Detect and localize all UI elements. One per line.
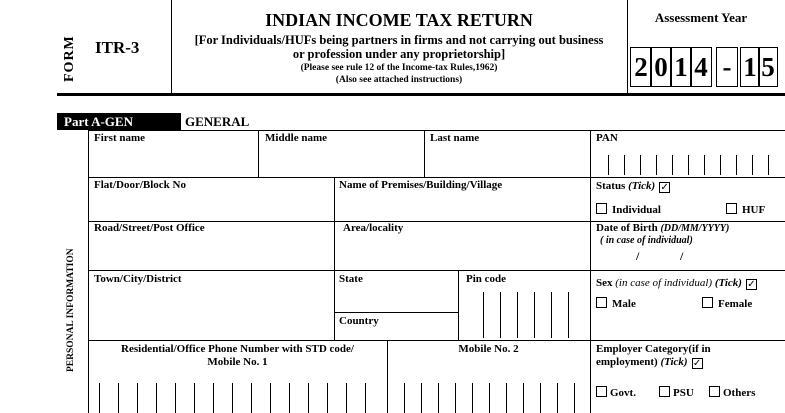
form-title: INDIAN INCOME TAX RETURN	[265, 10, 533, 30]
status-tick-note: (Tick)	[628, 180, 656, 192]
road-label: Road/Street/Post Office	[94, 222, 205, 234]
form-code: ITR-3	[95, 38, 140, 57]
part-title: GENERAL	[185, 114, 250, 129]
grid-line	[88, 177, 785, 178]
status-text: Status	[596, 180, 626, 192]
grid-line	[88, 130, 89, 413]
employer-label-1: Employer Category(if in	[596, 343, 711, 355]
form-subtitle-1: [For Individuals/HUFs being partners in firms and not carrying out business	[194, 33, 604, 47]
sex-tick-note: (Tick)	[714, 277, 742, 289]
govt-checkbox[interactable]	[596, 386, 607, 397]
flat-label: Flat/Door/Block No	[94, 179, 186, 191]
dob-note: ( in case of individual)	[600, 235, 693, 246]
sex-label	[596, 277, 757, 290]
individual-option[interactable]	[596, 203, 661, 216]
sex-text: Sex	[596, 277, 613, 289]
male-label: Male	[612, 298, 636, 310]
country-label: Country	[339, 315, 379, 327]
grid-line	[458, 270, 459, 340]
last-name-label: Last name	[430, 132, 480, 144]
female-option[interactable]	[702, 297, 752, 310]
first-name-label: First name	[94, 132, 146, 144]
side-label: PERSONAL INFORMATION	[66, 248, 76, 372]
year-digit: -	[716, 47, 738, 87]
year-digit: 2	[630, 47, 652, 87]
phone-label-1: Residential/Office Phone Number with STD code/	[121, 343, 354, 355]
individual-label: Individual	[612, 204, 661, 216]
assessment-year-label: Assessment Year	[654, 10, 748, 25]
grid-line	[88, 130, 785, 131]
year-digit: 4	[690, 47, 712, 87]
male-option[interactable]	[596, 297, 636, 310]
grid-line	[424, 130, 425, 177]
phone-label-2: Mobile No. 1	[207, 356, 268, 368]
form-subtitle-2: or profession under any proprietorship]	[292, 47, 506, 61]
psu-label: PSU	[673, 387, 694, 399]
year-digit: 0	[650, 47, 672, 87]
employer-text: employment)	[596, 356, 658, 368]
dob-label	[596, 222, 729, 234]
dob-text: Date of Birth	[596, 222, 658, 234]
female-checkbox[interactable]	[702, 297, 713, 308]
status-check-icon: ✓	[660, 182, 669, 193]
huf-checkbox[interactable]	[726, 203, 737, 214]
header-rule	[57, 93, 785, 96]
state-label: State	[339, 273, 363, 285]
employer-check-icon: ✓	[692, 358, 702, 369]
pan-label: PAN	[596, 132, 618, 144]
status-label	[596, 180, 670, 193]
year-digit: 5	[758, 47, 778, 87]
individual-checkbox[interactable]	[596, 203, 607, 214]
huf-option[interactable]	[726, 203, 765, 216]
huf-label: HUF	[742, 204, 766, 216]
dob-separator: /	[636, 249, 640, 263]
employer-label-2	[596, 356, 703, 369]
others-option[interactable]	[709, 386, 755, 399]
govt-label: Govt.	[610, 387, 636, 399]
year-digit: 1	[670, 47, 692, 87]
others-checkbox[interactable]	[709, 386, 720, 397]
sex-check-icon: ✓	[747, 279, 756, 290]
grid-line	[88, 340, 785, 341]
grid-line	[334, 312, 458, 313]
male-checkbox[interactable]	[596, 297, 607, 308]
sex-note: (in case of individual)	[615, 277, 713, 289]
female-label: Female	[718, 298, 753, 310]
employer-tick-note: (Tick)	[660, 356, 688, 368]
area-label: Area/locality	[343, 222, 404, 234]
dob-format: (DD/MM/YYYY)	[660, 223, 730, 234]
town-label: Town/City/District	[94, 273, 182, 285]
psu-option[interactable]	[659, 386, 694, 399]
grid-line	[334, 177, 335, 340]
part-label: Part A-GEN	[57, 113, 181, 130]
premises-label: Name of Premises/Building/Village	[339, 179, 503, 191]
rule-note: (Please see rule 12 of the Income-tax Rules,1962)	[300, 63, 498, 73]
pin-label: Pin code	[466, 273, 507, 285]
dob-separator: /	[680, 249, 684, 263]
middle-name-label: Middle name	[265, 132, 328, 144]
grid-line	[88, 270, 785, 271]
instructions-note: (Also see attached instructions)	[335, 75, 463, 85]
grid-line	[590, 130, 591, 413]
psu-checkbox[interactable]	[659, 386, 670, 397]
form-label: FORM	[62, 35, 77, 82]
govt-option[interactable]	[596, 386, 636, 399]
grid-line	[258, 130, 259, 177]
mobile2-label: Mobile No. 2	[458, 343, 519, 355]
year-digit: 1	[740, 47, 760, 87]
others-label: Others	[723, 387, 756, 399]
